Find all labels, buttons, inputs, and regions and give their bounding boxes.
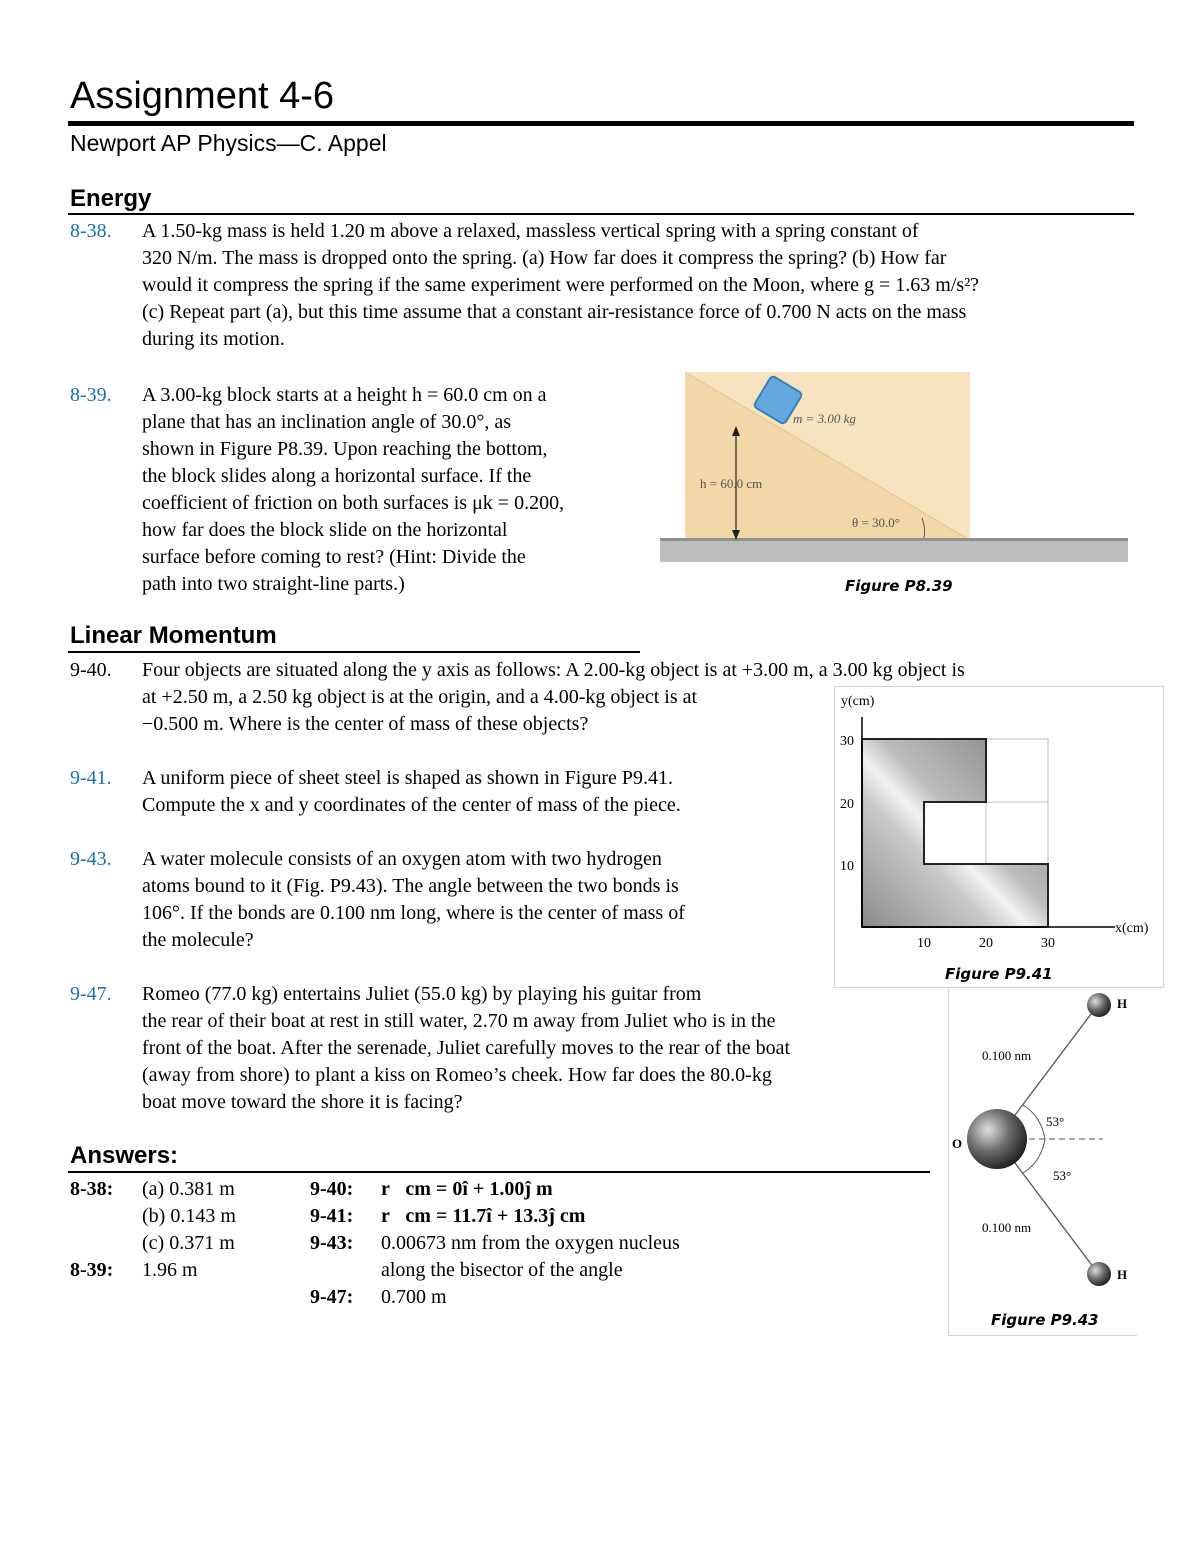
- problem-number: 8-39.: [70, 384, 112, 406]
- problem-8-38: [0, 218, 1200, 358]
- x-axis-label: x(cm): [1115, 921, 1149, 936]
- problem-9-47: [0, 981, 940, 1121]
- problem-text-line: −0.500 m. Where is the center of mass of these objects?: [142, 713, 589, 735]
- problem-text-line: (away from shore) to plant a kiss on Romeo’s cheek. How far does the 80.0-kg: [142, 1064, 772, 1086]
- problem-text-line: Romeo (77.0 kg) entertains Juliet (55.0 kg) by playing his guitar from: [142, 983, 702, 1005]
- problem-text-line: during its motion.: [142, 328, 285, 350]
- height-label: h = 60.0 cm: [700, 476, 763, 491]
- figure-caption: Figure P8.39: [845, 577, 953, 595]
- ground-edge: [660, 538, 1128, 541]
- problem-text-line: at +2.50 m, a 2.50 kg object is at the origin, and a 4.00-kg object is at: [142, 686, 698, 708]
- problem-text-line: boat move toward the shore it is facing?: [142, 1091, 463, 1113]
- problem-text-line: front of the boat. After the serenade, Juliet carefully moves to the rear of the boat: [142, 1037, 791, 1059]
- answer-label: 9-43:: [310, 1232, 354, 1254]
- hydrogen-atom-upper: [1087, 993, 1111, 1017]
- problem-text-line: A uniform piece of sheet steel is shaped as shown in Figure P9.41.: [142, 767, 674, 789]
- problem-text-line: Four objects are situated along the y axis as follows: A 2.00-kg object is at +3.00 m, a 3.00 kg object is: [142, 659, 965, 681]
- answer-label: 9-47:: [310, 1286, 354, 1308]
- ground-surface: [660, 538, 1128, 562]
- problem-text-line: the rear of their boat at rest in still water, 2.70 m away from Juliet who is in the: [142, 1010, 776, 1032]
- section-divider-momentum: [68, 651, 640, 653]
- problem-9-41: [0, 765, 820, 825]
- mass-label: m = 3.00 kg: [793, 411, 856, 426]
- angle-label: 53°: [1046, 1114, 1065, 1129]
- problem-9-43: [0, 846, 820, 956]
- hydrogen-atom-lower: [1087, 1262, 1111, 1286]
- hydrogen-label: H: [1117, 996, 1128, 1011]
- title-divider: [68, 121, 1134, 126]
- answer-value: r⃗cm = 11.7î + 13.3ĵ cm: [381, 1205, 586, 1227]
- problem-text-line: surface before coming to rest? (Hint: Divide the: [142, 546, 526, 568]
- problem-text-line: A 1.50-kg mass is held 1.20 m above a relaxed, massless vertical spring with a spring constant of: [142, 220, 919, 242]
- bond-length-label: 0.100 nm: [982, 1220, 1032, 1235]
- problem-text-line: Compute the x and y coordinates of the center of mass of the piece.: [142, 794, 681, 816]
- problem-number: 9-47.: [70, 983, 112, 1005]
- answer-value: (b) 0.143 m: [142, 1205, 236, 1227]
- section-divider-energy: [68, 213, 1134, 215]
- problem-number: 9-41.: [70, 767, 112, 789]
- page-title: Assignment 4-6: [70, 75, 335, 117]
- problem-text-line: plane that has an inclination angle of 30.0°, as: [142, 411, 512, 433]
- problem-8-39: [0, 382, 660, 602]
- answer-value: 1.96 m: [142, 1259, 198, 1281]
- problem-text-line: coefficient of friction on both surfaces is μk = 0.200,: [142, 492, 565, 514]
- figure-p9-41: [834, 686, 1164, 988]
- section-divider-answers: [68, 1171, 930, 1173]
- problem-text-line: atoms bound to it (Fig. P9.43). The angle between the two bonds is: [142, 875, 679, 897]
- figure-caption: Figure P9.41: [945, 965, 1053, 983]
- figure-p8-39: [660, 370, 1132, 602]
- water-molecule-diagram: [949, 988, 1137, 1303]
- problem-number: 9-40.: [70, 659, 112, 681]
- page-subtitle: Newport AP Physics—C. Appel: [70, 130, 387, 156]
- sheet-steel-diagram: [835, 687, 1163, 957]
- problem-text-line: path into two straight-line parts.): [142, 573, 405, 595]
- problem-text-line: 320 N/m. The mass is dropped onto the spring. (a) How far does it compress the spring? (b) How far: [142, 247, 947, 269]
- angle-label: 53°: [1053, 1168, 1072, 1183]
- y-axis-label: y(cm): [841, 694, 875, 709]
- bond-length-label: 0.100 nm: [982, 1048, 1032, 1063]
- figure-p9-43: [948, 988, 1137, 1336]
- problem-number: 8-38.: [70, 220, 112, 242]
- answer-value: 0.00673 nm from the oxygen nucleus: [381, 1232, 680, 1254]
- problem-text-line: shown in Figure P8.39. Upon reaching the bottom,: [142, 438, 548, 460]
- x-tick-label: 30: [1041, 936, 1055, 951]
- answer-value: (a) 0.381 m: [142, 1178, 235, 1200]
- y-tick-label: 30: [840, 734, 854, 749]
- problem-text-line: (c) Repeat part (a), but this time assume that a constant air-resistance force of 0.700 N acts on the mass: [142, 301, 967, 323]
- answer-label: 8-38:: [70, 1178, 114, 1200]
- problem-text-line: the molecule?: [142, 929, 254, 951]
- section-heading-momentum: Linear Momentum: [70, 622, 277, 649]
- section-heading-energy: Energy: [70, 185, 152, 212]
- steel-piece: [862, 739, 1048, 927]
- answer-value: 0.700 m: [381, 1286, 447, 1308]
- oxygen-atom: [967, 1109, 1027, 1169]
- problem-number: 9-43.: [70, 848, 112, 870]
- problem-text-line: the block slides along a horizontal surface. If the: [142, 465, 532, 487]
- figure-caption: Figure P9.43: [991, 1311, 1099, 1329]
- answer-value: (c) 0.371 m: [142, 1232, 235, 1254]
- answer-label: 9-40:: [310, 1178, 354, 1200]
- answers-block: [0, 1176, 940, 1316]
- oxygen-label: O: [952, 1136, 963, 1151]
- answer-value: r⃗cm = 0î + 1.00ĵ m: [381, 1178, 553, 1200]
- answer-label: 9-41:: [310, 1205, 354, 1227]
- problem-text-line: would it compress the spring if the same experiment were performed on the Moon, where g = 1.63 m/s²?: [142, 274, 980, 296]
- hydrogen-label: H: [1117, 1267, 1128, 1282]
- x-tick-label: 20: [979, 936, 993, 951]
- problem-text-line: A water molecule consists of an oxygen atom with two hydrogen: [142, 848, 662, 870]
- incline-diagram: [660, 370, 1132, 602]
- answer-value: along the bisector of the angle: [381, 1259, 623, 1281]
- problem-text-line: 106°. If the bonds are 0.100 nm long, where is the center of mass of: [142, 902, 685, 924]
- problem-text-line: A 3.00-kg block starts at a height h = 60.0 cm on a: [142, 384, 547, 406]
- y-tick-label: 20: [840, 797, 854, 812]
- y-tick-label: 10: [840, 859, 854, 874]
- answer-label: 8-39:: [70, 1259, 114, 1281]
- problem-text-line: how far does the block slide on the horizontal: [142, 519, 508, 541]
- x-tick-label: 10: [917, 936, 931, 951]
- angle-label: θ = 30.0°: [852, 515, 901, 530]
- section-heading-answers: Answers:: [70, 1142, 179, 1169]
